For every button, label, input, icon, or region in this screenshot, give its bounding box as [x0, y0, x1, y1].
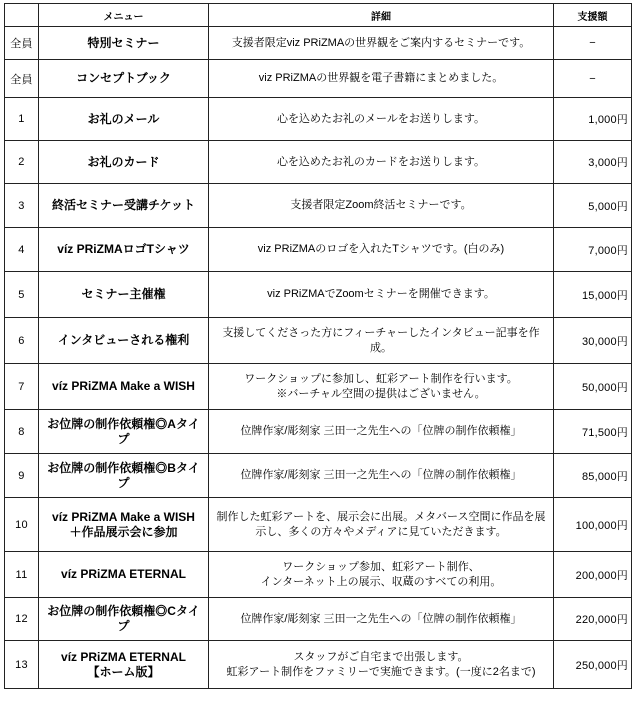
row-detail-line: 支援してくださった方にフィーチャーしたインタビュー記事を作成。	[222, 326, 540, 354]
table-header-row	[5, 4, 632, 27]
row-amount: 71,500円	[554, 410, 632, 454]
row-detail-line: 位牌作家/彫刻家 三田一之先生への「位牌の制作依頼権」	[240, 612, 522, 625]
row-number: 1	[5, 98, 39, 141]
row-detail-line: インターネット上の展示、収蔵のすべての利用。	[260, 575, 502, 588]
row-menu-line: セミナー主催権	[81, 287, 166, 301]
row-detail-line: 心を込めたお礼のカードをお送りします。	[276, 155, 486, 168]
row-menu-line: ＋作品展示会に参加	[69, 524, 178, 539]
row-detail-line: 支援者限定viz PRiZMAの世界観をご案内するセミナーです。	[231, 36, 531, 49]
row-detail-line: ワークショップ参加、虹彩アート制作、	[282, 560, 480, 573]
column-header-amount: 支援額	[554, 4, 632, 27]
row-detail-line: 位牌作家/彫刻家 三田一之先生への「位牌の制作依頼権」	[240, 469, 522, 482]
row-amount: 200,000円	[554, 552, 632, 598]
row-amount: 7,000円	[554, 228, 632, 272]
row-detail	[209, 318, 554, 364]
table-row	[5, 598, 632, 641]
table-row	[5, 98, 632, 141]
row-amount: 1,000円	[554, 98, 632, 141]
row-number: 4	[5, 228, 39, 272]
row-menu	[39, 598, 209, 641]
table-row	[5, 364, 632, 410]
table-row	[5, 272, 632, 318]
row-number: 6	[5, 318, 39, 364]
row-detail-line: viz PRiZMAの世界観を電子書籍にまとめました。	[258, 72, 504, 85]
row-detail	[209, 552, 554, 598]
row-amount: 5,000円	[554, 184, 632, 228]
table-row	[5, 552, 632, 598]
row-menu-line: お位牌の制作依頼権◎Bタイプ	[47, 460, 200, 490]
row-amount: 15,000円	[554, 272, 632, 318]
row-detail	[209, 410, 554, 454]
row-detail-line: viz PRiZMAでZoomセミナーを開催できます。	[267, 288, 495, 301]
row-menu	[39, 60, 209, 98]
row-detail	[209, 27, 554, 60]
row-detail	[209, 498, 554, 552]
row-menu	[39, 27, 209, 60]
column-header-detail: 詳細	[209, 4, 554, 27]
row-menu-line: インタビューされる権利	[57, 333, 190, 347]
row-menu	[39, 498, 209, 552]
table-row	[5, 641, 632, 689]
table-row	[5, 141, 632, 184]
row-detail	[209, 272, 554, 318]
row-amount: −	[554, 27, 632, 60]
row-number: 13	[5, 641, 39, 689]
table-row	[5, 60, 632, 98]
table-row	[5, 228, 632, 272]
row-menu-line: お礼のメール	[87, 111, 160, 126]
column-header-number	[5, 4, 39, 27]
row-menu-line: コンセプトブック	[76, 71, 171, 85]
row-amount: 50,000円	[554, 364, 632, 410]
row-menu-line: お位牌の制作依頼権◎Cタイプ	[47, 604, 200, 633]
row-detail-line: スタッフがご自宅まで出張します。	[293, 650, 469, 663]
row-number: 5	[5, 272, 39, 318]
row-detail-line: 制作した虹彩アートを、展示会に出展。メタバース空間に作品を展	[216, 510, 546, 523]
row-number: 3	[5, 184, 39, 228]
row-number: 全員	[5, 27, 39, 60]
row-number: 12	[5, 598, 39, 641]
row-detail	[209, 364, 554, 410]
row-number: 9	[5, 454, 39, 498]
table-row	[5, 27, 632, 60]
row-detail	[209, 141, 554, 184]
table-header	[5, 4, 632, 27]
row-menu	[39, 184, 209, 228]
row-number: 11	[5, 552, 39, 598]
table-row	[5, 184, 632, 228]
row-amount: 3,000円	[554, 141, 632, 184]
row-number: 全員	[5, 60, 39, 98]
reward-table	[4, 3, 632, 689]
row-detail-line: viz PRiZMAのロゴを入れたTシャツです。(白のみ)	[257, 243, 505, 256]
row-menu-line: víz PRiZMA ETERNAL	[61, 649, 186, 664]
row-menu-line: víz PRiZMAロゴTシャツ	[57, 242, 190, 256]
row-detail	[209, 60, 554, 98]
table-row	[5, 410, 632, 454]
row-detail-line: 虹彩アート制作をファミリーで実施できます。(一度に2名まで)	[226, 665, 536, 678]
table-row	[5, 498, 632, 552]
row-menu-line: お位牌の制作依頼権◎Aタイプ	[47, 416, 200, 446]
row-menu	[39, 364, 209, 410]
row-amount: −	[554, 60, 632, 98]
row-menu	[39, 318, 209, 364]
row-menu	[39, 98, 209, 141]
row-detail	[209, 184, 554, 228]
table-row	[5, 318, 632, 364]
row-menu	[39, 552, 209, 598]
row-menu-line: 終活セミナー受講チケット	[52, 198, 195, 212]
row-detail-line: 支援者限定Zoom終活セミナーです。	[290, 199, 472, 212]
row-detail-line: ※バーチャル空間の提供はございません。	[276, 387, 486, 400]
row-menu	[39, 410, 209, 454]
row-detail-line: 心を込めたお礼のメールをお送りします。	[277, 112, 485, 125]
row-menu-line: víz PRiZMA Make a WISH	[52, 509, 195, 524]
row-menu	[39, 454, 209, 498]
row-detail	[209, 98, 554, 141]
row-detail	[209, 598, 554, 641]
row-menu	[39, 272, 209, 318]
column-header-menu: メニュー	[39, 4, 209, 27]
row-number: 7	[5, 364, 39, 410]
row-menu-line: 特別セミナー	[87, 35, 160, 50]
row-menu	[39, 641, 209, 689]
row-amount: 250,000円	[554, 641, 632, 689]
row-number: 8	[5, 410, 39, 454]
row-amount: 85,000円	[554, 454, 632, 498]
row-detail	[209, 228, 554, 272]
row-amount: 220,000円	[554, 598, 632, 641]
row-detail-line: ワークショップに参加し、虹彩アート制作を行います。	[244, 372, 518, 385]
row-detail	[209, 454, 554, 498]
row-menu-line: víz PRiZMA Make a WISH	[52, 379, 195, 393]
row-menu	[39, 228, 209, 272]
row-number: 10	[5, 498, 39, 552]
row-menu-line: お礼のカード	[87, 154, 160, 169]
row-menu	[39, 141, 209, 184]
row-detail-line: 位牌作家/彫刻家 三田一之先生への「位牌の制作依頼権」	[240, 425, 522, 438]
table-body	[5, 27, 632, 689]
table-row	[5, 454, 632, 498]
row-amount: 30,000円	[554, 318, 632, 364]
row-detail	[209, 641, 554, 689]
row-amount: 100,000円	[554, 498, 632, 552]
row-menu-line: 【ホーム版】	[87, 664, 160, 679]
row-menu-line: víz PRiZMA ETERNAL	[61, 567, 186, 581]
row-detail-line: 示し、多くの方々やメディアに見ていただきます。	[255, 525, 507, 538]
row-number: 2	[5, 141, 39, 184]
